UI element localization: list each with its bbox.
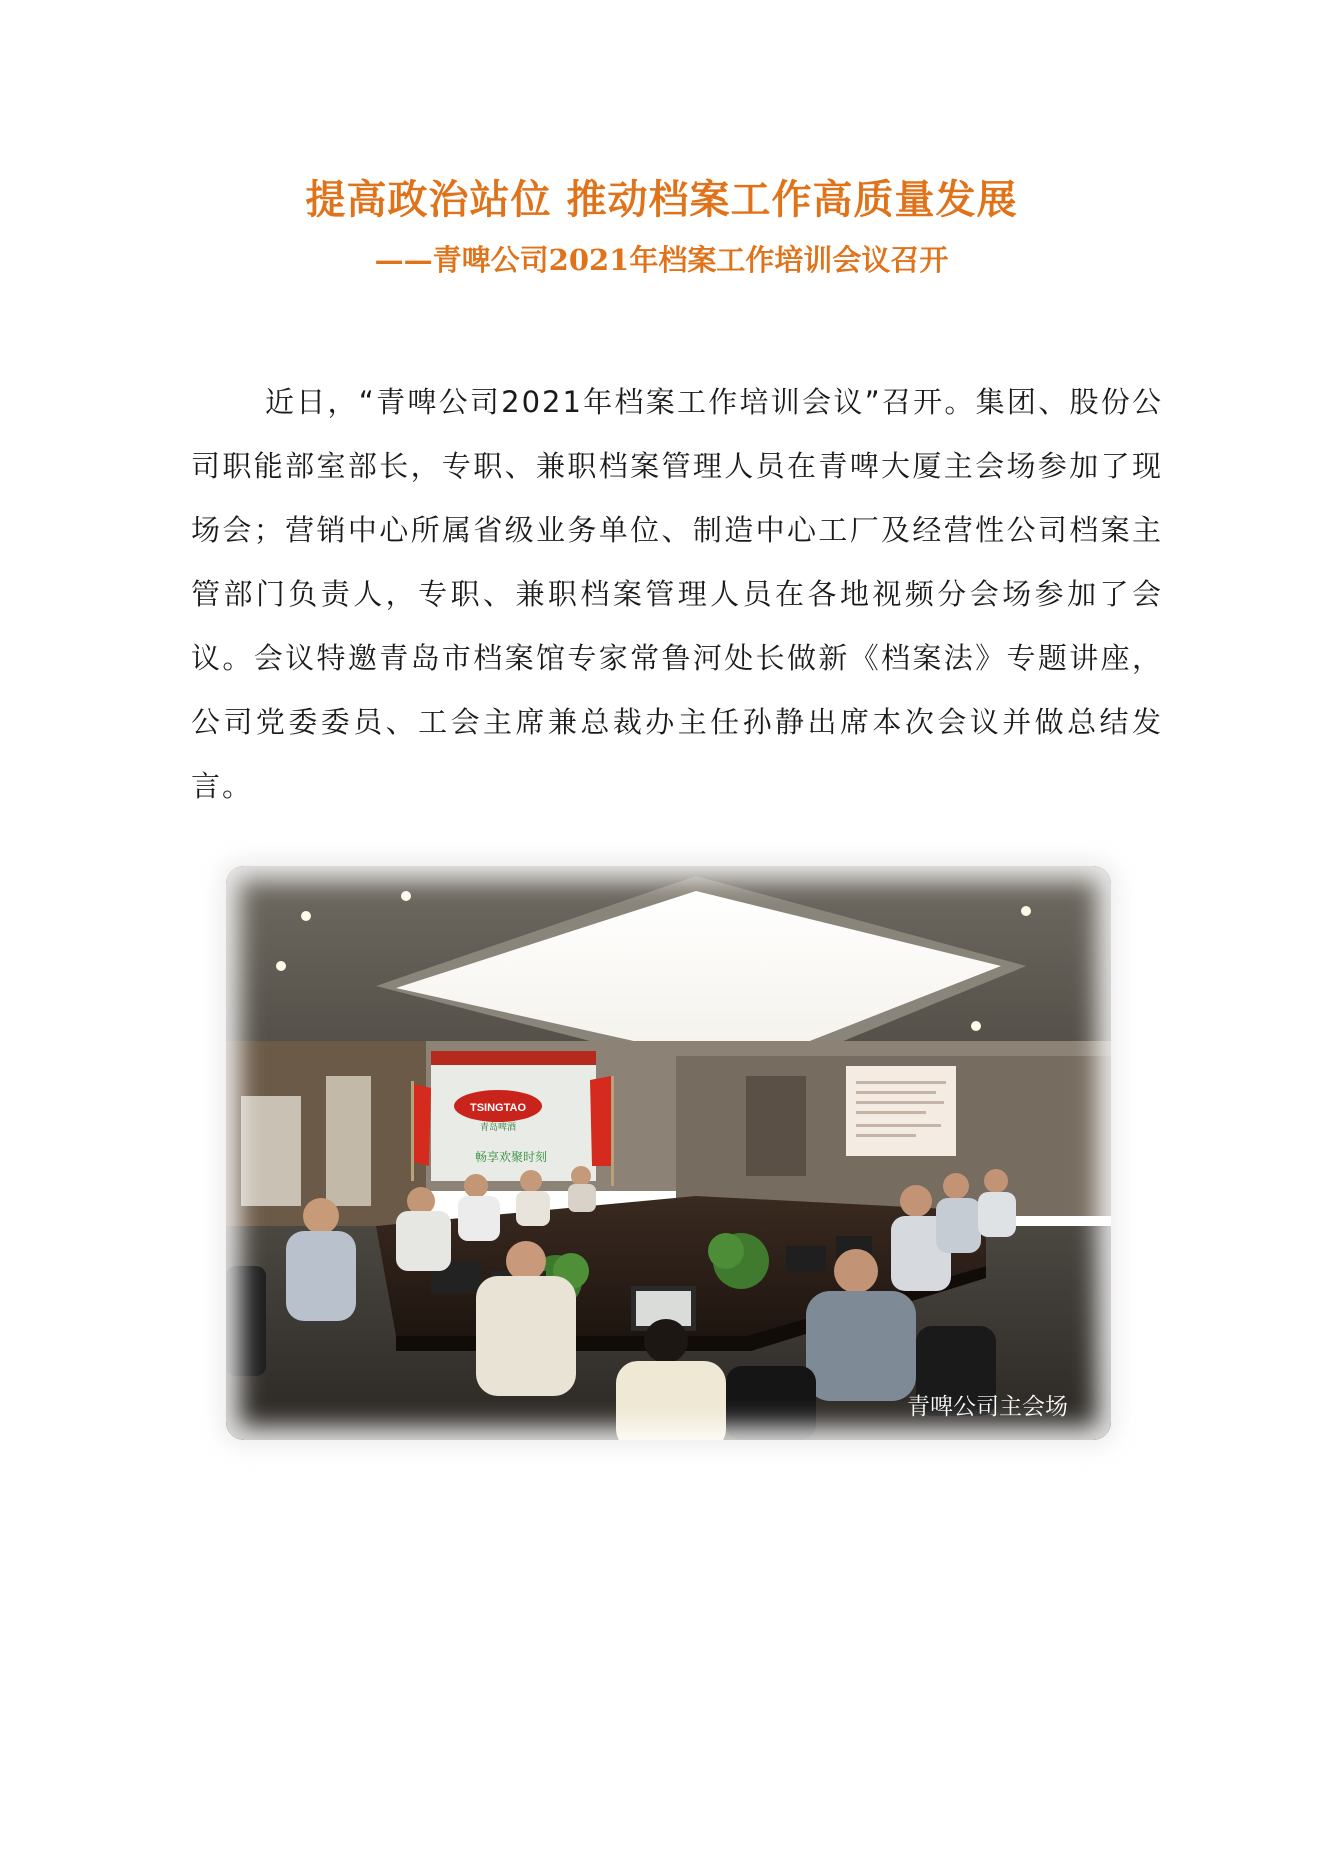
backdrop-logo-cn: 青岛啤酒 bbox=[479, 1123, 517, 1133]
article-body: 近日，“青啤公司2021年档案工作培训会议”召开。集团、股份公司职能部室部长，专职、兼职档案管理人员在青啤大厦主会场参加了现场会；营销中心所属省级业务单位、制造中心工厂及经营性公司档案主管部门负责人，专职、兼职档案管理人员在各地视频分会场参加了会议。会议特邀青岛市档案馆专家常鲁河处长做新《档案法》专题讲座，公司党委委员、工会主席兼总裁办主任孙静出席本次会议并做总结发言。 bbox=[191, 385, 1163, 803]
backdrop-slogan: 畅享欢聚时刻 bbox=[474, 1150, 548, 1164]
photo-caption: 青啤公司主会场 bbox=[907, 1394, 1068, 1420]
article-subtitle: ——青啤公司2021年档案工作培训会议召开 bbox=[374, 243, 949, 277]
meeting-room-image bbox=[226, 866, 1111, 1440]
meeting-photo bbox=[226, 866, 1111, 1440]
article-title: 提高政治站位 推动档案工作高质量发展 bbox=[305, 176, 1018, 223]
backdrop-logo-text: TSINGTAO bbox=[469, 1102, 527, 1114]
